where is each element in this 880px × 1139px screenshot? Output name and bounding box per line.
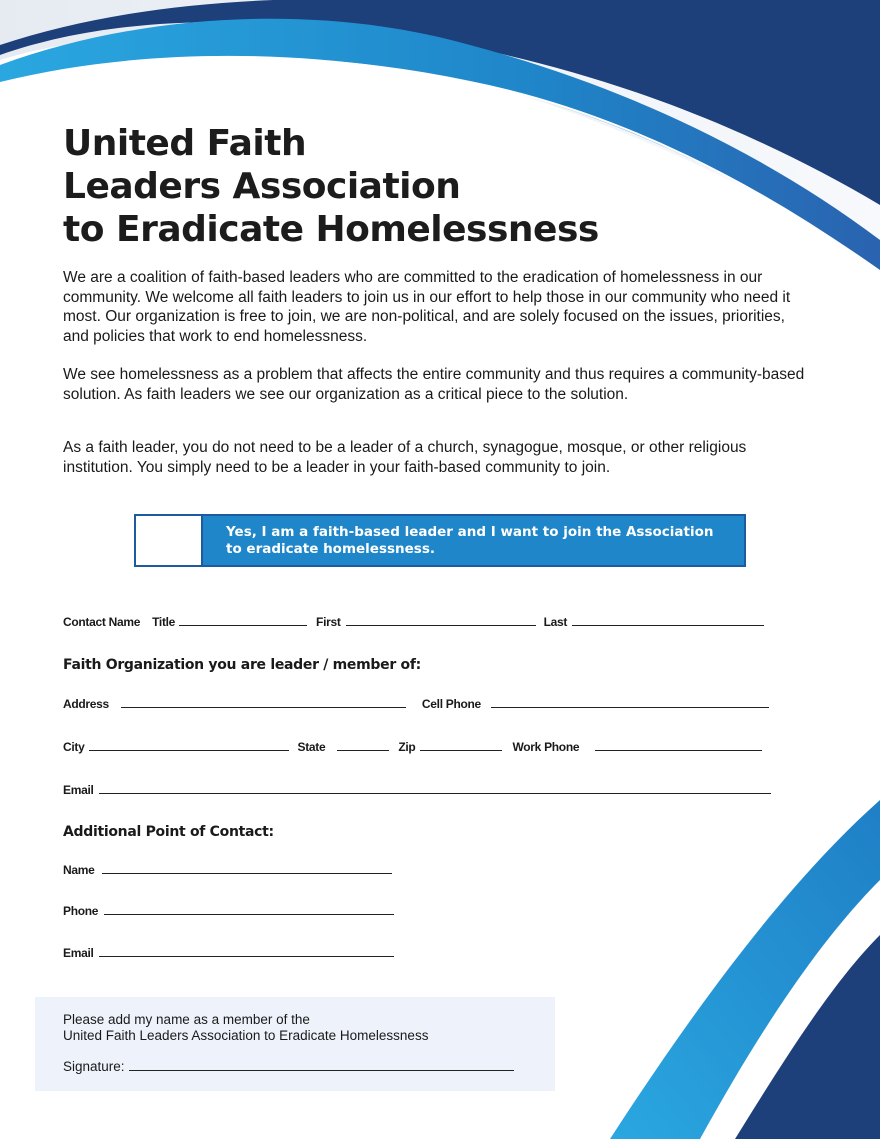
additional-email-label: Email bbox=[63, 946, 94, 960]
address-row bbox=[63, 697, 773, 711]
work-phone-label: Work Phone bbox=[512, 740, 580, 754]
zip-field[interactable] bbox=[420, 750, 502, 751]
membership-statement bbox=[63, 1012, 543, 1044]
city-label: City bbox=[63, 740, 85, 754]
email-row bbox=[63, 783, 773, 797]
join-label: Yes, I am a faith-based leader and I want to join the Association to eradicate homelessness. bbox=[203, 516, 744, 565]
title-line-1: United Faith bbox=[63, 123, 307, 164]
state-field[interactable] bbox=[337, 750, 389, 751]
signature-field[interactable] bbox=[129, 1070, 514, 1071]
cell-phone-label: Cell Phone bbox=[421, 697, 481, 711]
first-name-field[interactable] bbox=[346, 625, 536, 626]
membership-line-2: United Faith Leaders Association to Eradicate Homelessness bbox=[63, 1028, 429, 1043]
contact-name-label: Contact Name bbox=[63, 615, 141, 629]
additional-phone-field[interactable] bbox=[104, 914, 394, 915]
address-label: Address bbox=[63, 697, 109, 711]
last-name-field[interactable] bbox=[572, 625, 764, 626]
intro-paragraph: We are a coalition of faith-based leaders who are committed to the eradication of homelessness in our community. We welcome all faith leaders to join us in our effort to help those in our community who need it most. Our organization is free to join, we are non-political, and are solely focused on the issues, priorities, and policies that work to end homelessness. bbox=[63, 269, 791, 345]
membership-line-1: Please add my name as a member of the bbox=[63, 1012, 310, 1027]
additional-name-field[interactable] bbox=[102, 873, 392, 874]
signature-row bbox=[63, 1059, 514, 1074]
additional-phone-row bbox=[63, 904, 394, 918]
additional-email-row bbox=[63, 946, 394, 960]
title-label: Title bbox=[152, 615, 176, 629]
zip-label: Zip bbox=[398, 740, 416, 754]
community-paragraph: We see homelessness as a problem that affects the entire community and thus requires a community-based solution. As faith leaders we see our organization as a critical piece to the solution. bbox=[63, 366, 805, 403]
additional-email-field[interactable] bbox=[99, 956, 394, 957]
first-label: First bbox=[316, 615, 341, 629]
signature-label: Signature: bbox=[63, 1059, 125, 1074]
title-line-2: Leaders Association bbox=[63, 166, 461, 207]
join-checkbox[interactable] bbox=[136, 516, 203, 565]
contact-name-row bbox=[63, 615, 773, 629]
additional-contact-heading: Additional Point of Contact: bbox=[63, 824, 274, 840]
page-title bbox=[63, 122, 703, 251]
address-field[interactable] bbox=[121, 707, 406, 708]
email-label: Email bbox=[63, 783, 94, 797]
city-row bbox=[63, 740, 773, 754]
additional-name-label: Name bbox=[63, 863, 95, 877]
state-label: State bbox=[297, 740, 326, 754]
additional-name-row bbox=[63, 863, 392, 877]
title-field[interactable] bbox=[179, 625, 307, 626]
email-field[interactable] bbox=[99, 793, 771, 794]
title-line-3: to Eradicate Homelessness bbox=[63, 209, 599, 250]
additional-phone-label: Phone bbox=[63, 904, 99, 918]
join-option[interactable] bbox=[134, 514, 746, 567]
cell-phone-field[interactable] bbox=[491, 707, 769, 708]
signature-box bbox=[35, 997, 555, 1091]
work-phone-field[interactable] bbox=[595, 750, 762, 751]
city-field[interactable] bbox=[89, 750, 289, 751]
faith-leader-paragraph: As a faith leader, you do not need to be a leader of a church, synagogue, mosque, or other religious institution. You simply need to be a leader in your faith-based community to join. bbox=[63, 439, 747, 476]
last-label: Last bbox=[543, 615, 568, 629]
faith-org-heading: Faith Organization you are leader / member of: bbox=[63, 657, 421, 673]
